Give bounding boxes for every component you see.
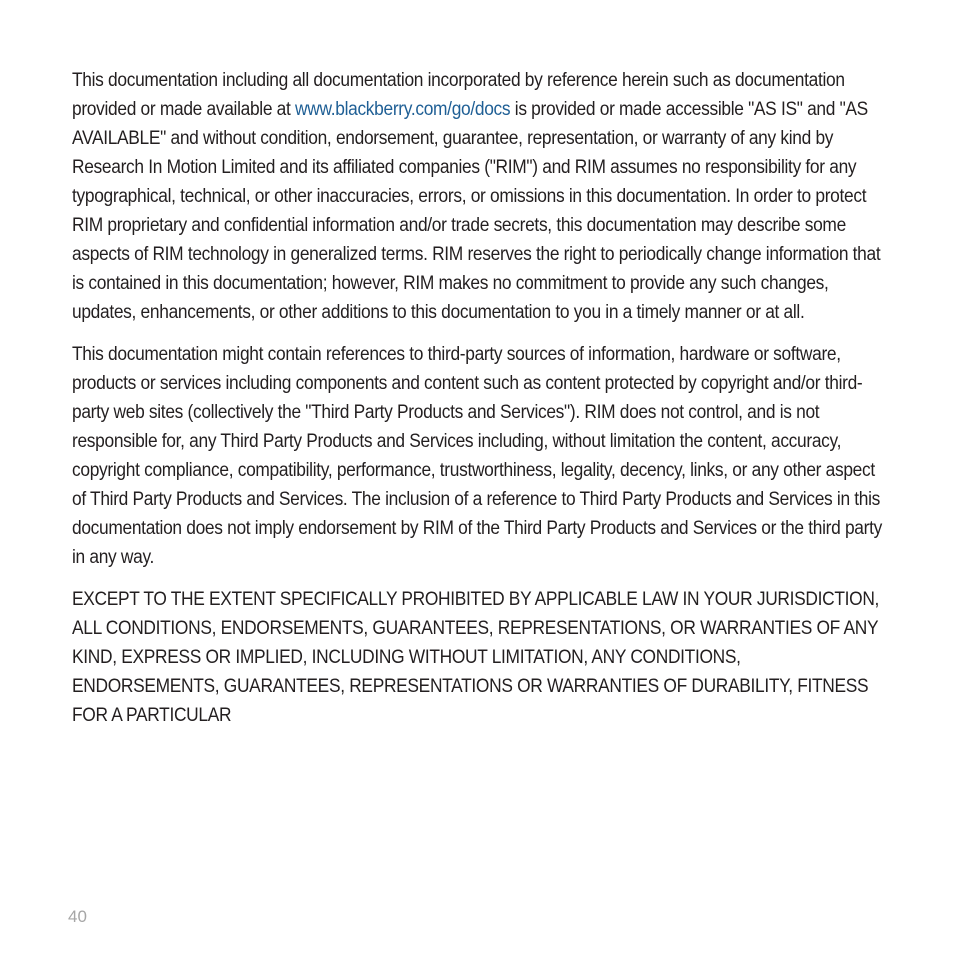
paragraph-third-party: This documentation might contain references to third-party sources of information, hardware or software, products or services including components and content such as content protected by copyright and/or third-party web sites (collectively the "Third Party Products and Services"). RIM does not control, and is not responsible for, any Third Party Products and Services including, without limitation the content, accuracy, copyright compliance, compatibility, performance, trustworthiness, legality, decency, links, or any other aspect of Third Party Products and Services. The inclusion of a reference to Third Party Products and Services in this documentation does not imply endorsement by RIM of the Third Party Products and Services or the third party in any way.	[72, 344, 882, 568]
paragraph-1-text-after-link: is provided or made accessible "AS IS" and "AS AVAILABLE" and without condition, endorsement, guarantee, representation, or warranty of any kind by Research In Motion Limited and its affiliated companies ("RIM") and RIM assumes no responsibility for any typographical, technical, or other inaccuracies, errors, or omissions in this documentation. In order to protect RIM proprietary and confidential information and/or trade secrets, this documentation may describe some aspects of RIM technology in generalized terms. RIM reserves the right to periodically change information that is contained in this documentation; however, RIM makes no commitment to provide any such changes, updates, enhancements, or other additions to this documentation to you in a timely manner or at all.	[72, 99, 881, 323]
paragraph-1-text-before-link: This documentation including all documentation incorporated by reference herein such as documentation provided or made available at	[72, 70, 845, 120]
paragraph-disclaimer-as-is	[72, 66, 890, 327]
document-body	[72, 66, 890, 743]
paragraph-warranty-exclusion: EXCEPT TO THE EXTENT SPECIFICALLY PROHIBITED BY APPLICABLE LAW IN YOUR JURISDICTION, ALL CONDITIONS, ENDORSEMENTS, GUARANTEES, REPRESENTATIONS, OR WARRANTIES OF ANY KIND, EXPRESS OR IMPLIED, INCLUDING WITHOUT LIMITATION, ANY CONDITIONS, ENDORSEMENTS, GUARANTEES, REPRESENTATIONS OR WARRANTIES OF DURABILITY, FITNESS FOR A PARTICULAR	[72, 589, 880, 726]
page-number: 40	[68, 907, 87, 926]
docs-link[interactable]: www.blackberry.com/go/docs	[295, 99, 511, 120]
